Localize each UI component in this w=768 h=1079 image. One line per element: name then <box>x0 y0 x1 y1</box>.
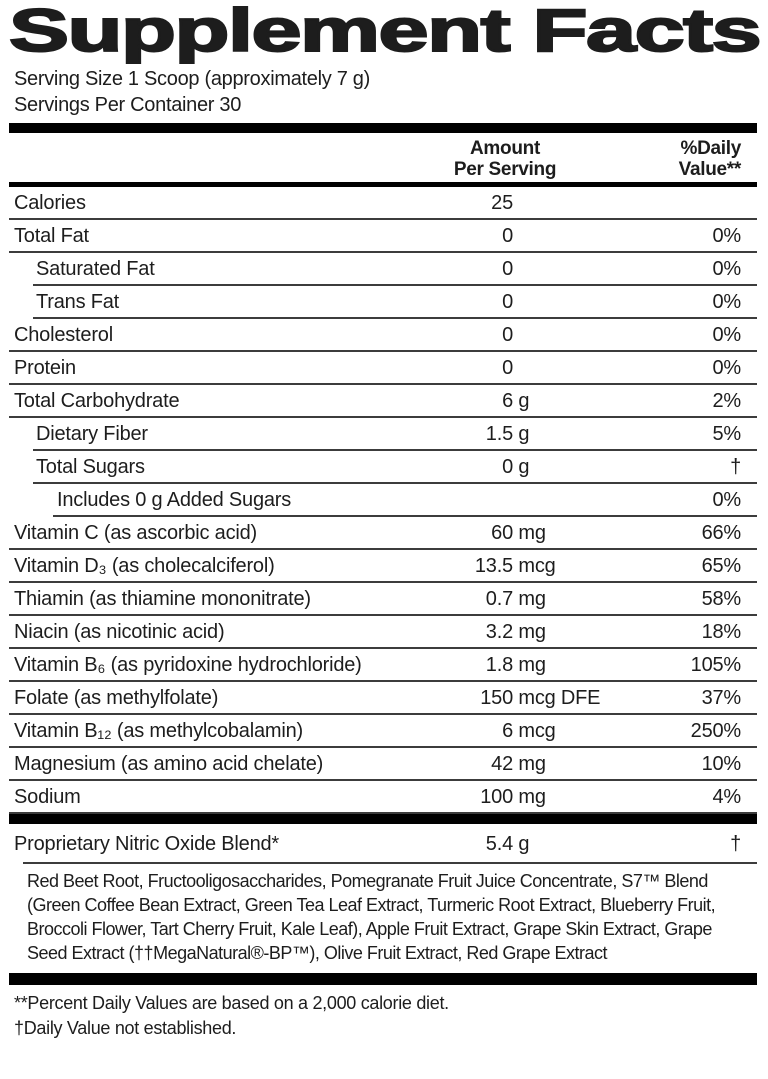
nutrient-amount-value: 150 <box>480 687 513 709</box>
nutrient-label: Thiamin (as thiamine mononitrate) <box>14 588 311 610</box>
nutrient-amount-value: 60 <box>491 522 513 544</box>
nutrient-daily-value: 4% <box>712 786 741 808</box>
row-hairline <box>9 812 757 814</box>
nutrient-label: Vitamin B₆ (as pyridoxine hydrochloride) <box>14 654 362 676</box>
nutrient-label: Calories <box>14 192 86 214</box>
amount-header-line2: Per Serving <box>453 159 557 180</box>
serving-size-text: Serving Size 1 Scoop (approximately 7 g) <box>14 68 370 90</box>
nutrient-row <box>9 352 757 385</box>
nutrient-label: Includes 0 g Added Sugars <box>57 489 292 511</box>
nutrient-daily-value: 2% <box>712 390 741 412</box>
nutrient-amount-unit: mg <box>513 753 546 775</box>
nutrient-amount-unit: g <box>513 423 530 445</box>
blend-amount-unit: g <box>513 833 530 855</box>
blend-hairline <box>23 862 757 864</box>
nutrient-amount-value: 42 <box>491 753 513 775</box>
nutrient-label: Vitamin B₁₂ (as methylcobalamin) <box>14 720 303 742</box>
daily-value-header-line2: Value** <box>678 159 741 180</box>
amount-column-header <box>415 138 595 180</box>
nutrient-amount-value: 0 <box>502 324 513 346</box>
nutrient-label: Total Carbohydrate <box>14 390 180 412</box>
nutrient-amount-unit: g <box>513 390 530 412</box>
label-title: Supplement Facts <box>9 0 761 64</box>
nutrient-amount-unit: g <box>513 456 530 478</box>
nutrient-daily-value: 0% <box>712 357 741 379</box>
nutrient-row <box>9 187 757 220</box>
amount-header-line1: Amount <box>470 138 540 159</box>
daily-value-column-header <box>679 138 741 180</box>
nutrient-row <box>9 418 757 451</box>
nutrient-amount-unit: mg <box>513 621 546 643</box>
daily-value-header-line1: %Daily <box>680 138 741 159</box>
nutrient-row <box>9 781 757 814</box>
nutrient-daily-value: 0% <box>712 489 741 511</box>
nutrient-amount-unit: mcg DFE <box>513 687 601 709</box>
nutrient-amount-value: 3.2 <box>485 621 513 643</box>
nutrient-row <box>9 253 757 286</box>
footnote-daily-value-not-established: †Daily Value not established. <box>14 1018 237 1038</box>
nutrient-daily-value: 5% <box>712 423 741 445</box>
nutrient-label: Total Sugars <box>36 456 145 478</box>
nutrient-daily-value: 65% <box>701 555 741 577</box>
divider-thick-top <box>9 123 757 133</box>
nutrient-daily-value: 0% <box>712 324 741 346</box>
nutrient-label: Vitamin D₃ (as cholecalciferol) <box>14 555 275 577</box>
nutrient-label: Vitamin C (as ascorbic acid) <box>14 522 258 544</box>
nutrient-daily-value: 250% <box>690 720 741 742</box>
nutrient-amount-value: 0.7 <box>485 588 513 610</box>
nutrient-row <box>9 517 757 550</box>
divider-thick-above-blend <box>9 814 757 824</box>
nutrient-amount-value: 0 <box>502 357 513 379</box>
nutrient-row <box>9 451 757 484</box>
nutrient-amount-value: 6 <box>502 720 513 742</box>
nutrient-amount-unit: mcg <box>513 555 556 577</box>
nutrient-daily-value: 18% <box>701 621 741 643</box>
footnotes <box>9 985 757 1041</box>
blend-ingredients: Red Beet Root, Fructooligosaccharides, Pomegranate Fruit Juice Concentrate, S7™ Blend (Green Coffee Bean Extract, Green Tea Leaf Extract, Turmeric Root Extract, Blueberry Fruit, Broccoli Flower, Tart Cherry Fruit, Kale Leaf), Apple Fruit Extract, Grape Skin Extract, Grape Seed Extract (††MegaNatural®-BP™), Olive Fruit Extract, Red Grape Extract <box>27 871 716 963</box>
nutrient-daily-value: † <box>730 456 741 478</box>
blend-daily-value: † <box>730 833 741 855</box>
nutrient-amount-unit: mg <box>513 522 546 544</box>
nutrient-amount-value: 0 <box>502 456 513 478</box>
nutrient-daily-value: 37% <box>701 687 741 709</box>
nutrient-row <box>9 649 757 682</box>
divider-thick-bottom <box>9 973 757 985</box>
nutrient-row <box>9 220 757 253</box>
nutrient-amount-value: 0 <box>502 258 513 280</box>
nutrient-daily-value: 58% <box>701 588 741 610</box>
nutrient-daily-value: 0% <box>712 291 741 313</box>
nutrient-amount-value: 1.8 <box>485 654 513 676</box>
nutrient-label: Magnesium (as amino acid chelate) <box>14 753 324 775</box>
servings-per-container-text: Servings Per Container 30 <box>14 94 242 116</box>
nutrient-label: Cholesterol <box>14 324 113 346</box>
nutrient-rows <box>9 187 757 814</box>
nutrient-daily-value: 0% <box>712 258 741 280</box>
nutrient-amount-value: 13.5 <box>474 555 513 577</box>
footnote-percent-daily-values: **Percent Daily Values are based on a 2,000 calorie diet. <box>14 993 449 1013</box>
nutrient-row <box>9 484 757 517</box>
nutrient-label: Saturated Fat <box>36 258 155 280</box>
nutrient-amount-unit: mcg <box>513 720 556 742</box>
nutrient-daily-value: 66% <box>701 522 741 544</box>
nutrient-row <box>9 715 757 748</box>
nutrient-row <box>9 682 757 715</box>
nutrient-daily-value: 105% <box>690 654 741 676</box>
nutrient-label: Total Fat <box>14 225 89 247</box>
blend-label: Proprietary Nitric Oxide Blend* <box>14 833 280 855</box>
nutrient-amount-value: 25 <box>491 192 513 214</box>
nutrient-label: Sodium <box>14 786 81 808</box>
nutrient-row <box>9 550 757 583</box>
nutrient-label: Dietary Fiber <box>36 423 148 445</box>
blend-row <box>9 824 757 864</box>
nutrient-amount-unit: mg <box>513 654 546 676</box>
nutrient-daily-value: 10% <box>701 753 741 775</box>
nutrient-row <box>9 616 757 649</box>
supplement-facts-label <box>9 0 761 1041</box>
nutrient-label: Trans Fat <box>36 291 120 313</box>
nutrient-label: Folate (as methylfolate) <box>14 687 219 709</box>
nutrient-row <box>9 748 757 781</box>
nutrient-label: Protein <box>14 357 76 379</box>
blend-amount-value: 5.4 <box>485 833 513 855</box>
nutrient-amount-unit: mg <box>513 786 546 808</box>
nutrient-row <box>9 583 757 616</box>
nutrient-amount-value: 0 <box>502 291 513 313</box>
nutrient-row <box>9 286 757 319</box>
nutrient-label: Niacin (as nicotinic acid) <box>14 621 225 643</box>
nutrient-amount-value: 6 <box>502 390 513 412</box>
nutrient-amount-value: 100 <box>480 786 513 808</box>
nutrient-row <box>9 319 757 352</box>
nutrient-amount-unit: mg <box>513 588 546 610</box>
nutrient-row <box>9 385 757 418</box>
nutrient-amount-value: 0 <box>502 225 513 247</box>
nutrient-daily-value: 0% <box>712 225 741 247</box>
column-headers <box>9 133 757 182</box>
nutrient-amount-value: 1.5 <box>485 423 513 445</box>
